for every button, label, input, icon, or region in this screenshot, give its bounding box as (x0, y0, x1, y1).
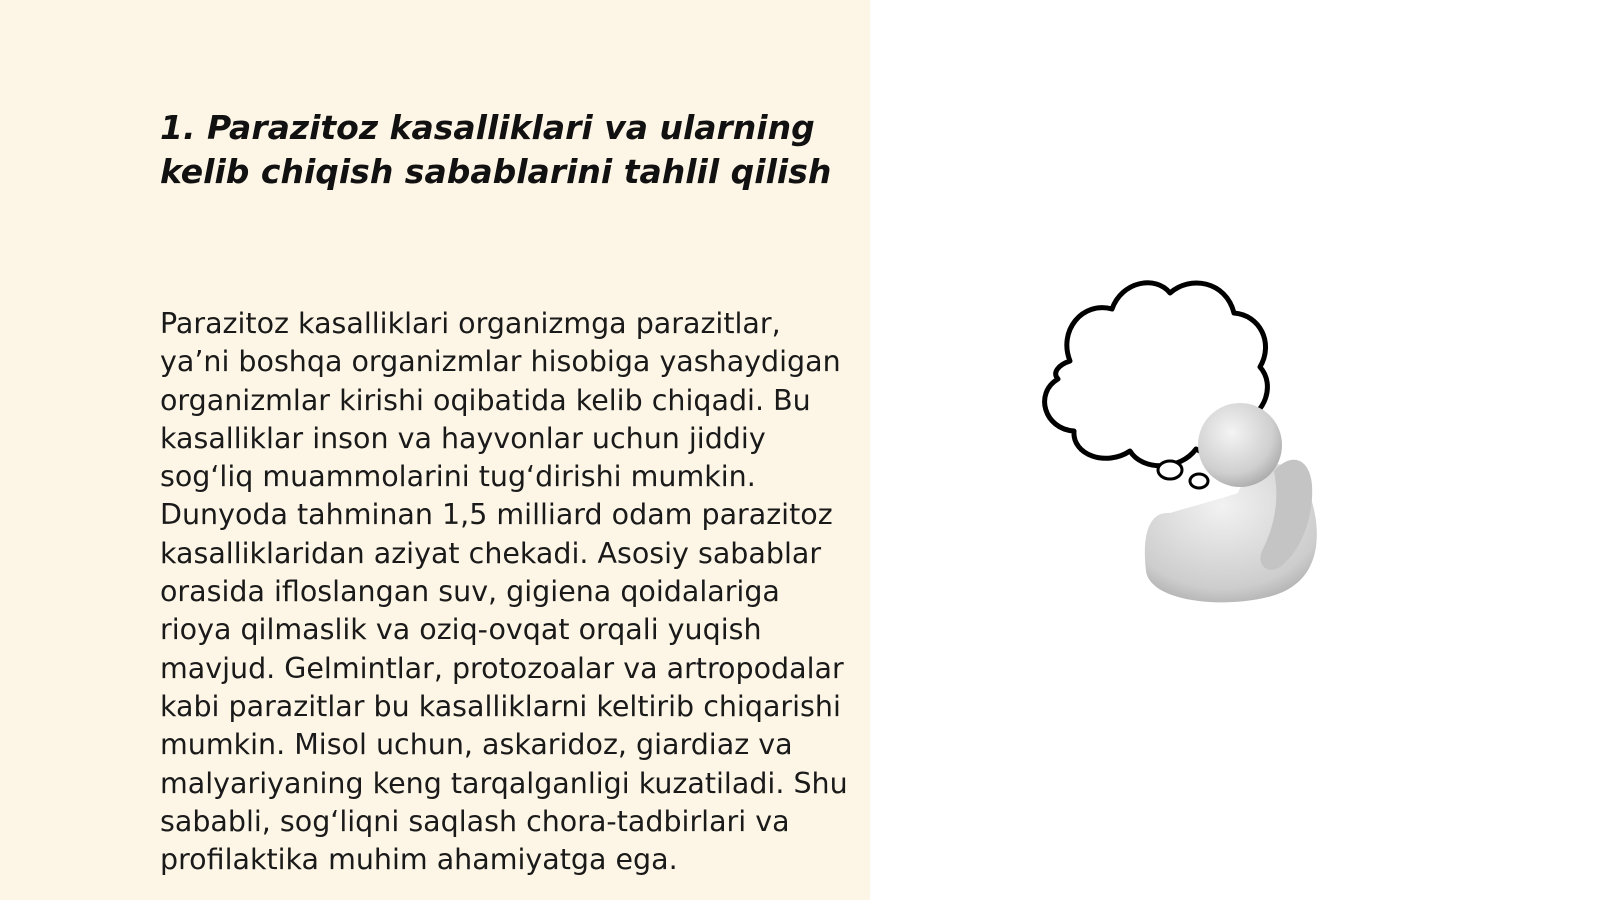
thought-bubble-small-2 (1190, 474, 1208, 488)
slide-title: 1. Parazitoz kasalliklari va ularning kelib chiqish sabablarini tahlil qilish (160, 108, 832, 191)
figure-head (1198, 403, 1282, 487)
slide-body-text: Parazitoz kasalliklari organizmga parazitlar, ya’ni boshqa organizmlar hisobiga yashaydigan organizmlar kirishi oqibatida kelib chiqadi. Bu kasalliklar inson va hayvonlar uchun jiddiy sog‘liq muammolarini tug‘dirishi mumkin. Dunyoda tahminan 1,5 milliard odam parazitoz kasalliklaridan aziyat chekadi. Asosiy sabablar orasida ifloslangan suv, gigiena qoidalariga rioya qilmaslik va oziq-ovqat orqali yuqish mavjud. Gelmintlar, protozoalar va artropodalar kabi parazitlar bu kasalliklarni keltirib chiqarishi mumkin. Misol uchun, askaridoz, giardiaz va malyariyaning keng tarqalganligi kuzatiladi. Shu sababli, sog‘liqni saqlash chora-tadbirlari va profilaktika muhim ahamiyatga ega. (160, 307, 848, 877)
thought-bubble-small-1 (1158, 461, 1182, 479)
thinking-person-icon (1030, 275, 1350, 615)
